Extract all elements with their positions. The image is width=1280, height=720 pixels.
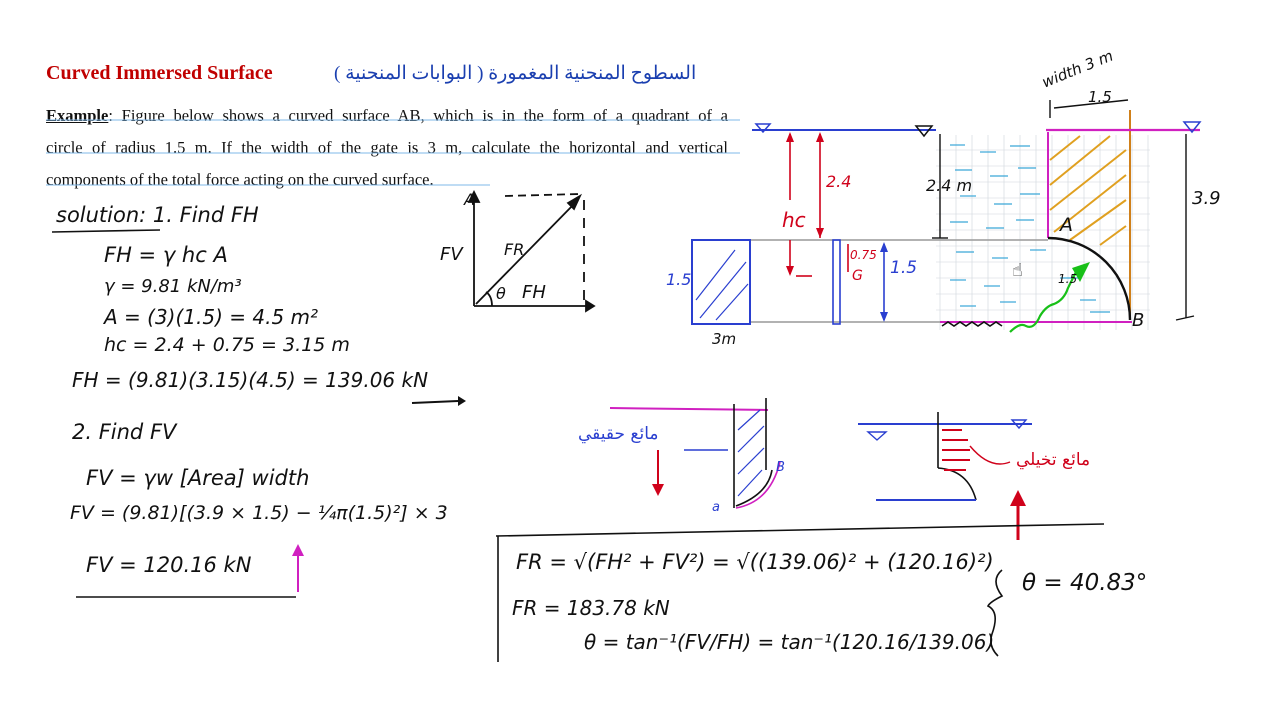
label-imaginary-fluid: مائع تخيلي — [1016, 450, 1091, 470]
label-point-b: B — [1132, 310, 1145, 331]
solution-underline — [52, 230, 160, 232]
eq-fh-formula: FH = γ hc A — [104, 243, 228, 267]
label-real-fluid: مائع حقيقي — [578, 424, 659, 444]
vector-label-fh: FH — [522, 282, 546, 303]
eq-fr-value: FR = 183.78 kN — [512, 596, 670, 620]
label-depth-24-red: 2.4 — [826, 172, 852, 191]
eq-hc: hc = 2.4 + 0.75 = 3.15 m — [104, 334, 350, 356]
label-point-a: A — [1060, 214, 1073, 236]
text-underlines — [46, 120, 740, 185]
eq-theta-formula: θ = tan⁻¹(FV/FH) = tan⁻¹(120.16/139.06) — [584, 630, 995, 654]
title-arabic: السطوح المنحنية المغمورة ( البوابات المنحنية ) — [334, 63, 697, 84]
mini-figure-real-fluid — [610, 398, 780, 508]
example-label: Example — [46, 106, 109, 125]
label-top-15: 1.5 — [1088, 88, 1112, 106]
eq-fh-value: FH = (9.81)(3.15)(4.5) = 139.06 kN — [72, 368, 429, 392]
resultant-box-top — [496, 524, 1104, 536]
label-g: G — [852, 268, 863, 284]
step-2-heading: 2. Find FV — [72, 420, 177, 444]
fv-up-arrow-head — [292, 544, 304, 556]
label-width-note: width 3 m — [1039, 46, 1116, 92]
main-figure — [692, 100, 1200, 332]
eq-fv-formula: FV = γw [Area] width — [86, 466, 310, 490]
vector-label-fv: FV — [440, 244, 463, 265]
solution-heading: solution: 1. Find FH — [56, 203, 259, 227]
mini-label-b: B — [776, 460, 785, 475]
eq-fv-substitution: FV = (9.81)[(3.9 × 1.5) − ¼π(1.5)²] × 3 — [70, 502, 448, 524]
label-hc: hc — [782, 208, 806, 232]
problem-line-1: : Figure below shows a curved surface AB, which is in the form of a quadrant of a — [108, 106, 728, 125]
problem-line-3: components of the total force acting on the curved surface. — [46, 170, 434, 189]
vector-label-a: A — [464, 190, 475, 209]
eq-area: A = (3)(1.5) = 4.5 m² — [104, 305, 319, 329]
mini-figure-imaginary-fluid — [858, 412, 1032, 540]
eq-fv-value: FV = 120.16 kN — [86, 553, 252, 577]
eq-theta-value: θ = 40.83° — [1022, 570, 1148, 596]
vector-label-theta: θ — [496, 284, 506, 303]
label-15-mid: 1.5 — [890, 258, 918, 278]
label-radius: 1.5 — [1058, 272, 1078, 286]
fh-arrow-head — [458, 396, 466, 406]
eq-gamma: γ = 9.81 kN/m³ — [104, 276, 242, 297]
vector-label-fr: FR — [504, 240, 525, 259]
label-depth-24: 2.4 m — [926, 176, 973, 195]
problem-line-2: circle of radius 1.5 m. If the width of the gate is 3 m, calculate the horizontal and vertical — [46, 138, 728, 157]
fh-direction-arrow — [412, 401, 458, 403]
mini-label-a: a — [712, 500, 720, 515]
svg-text:☝: ☝ — [1012, 260, 1023, 281]
label-total-depth: 3.9 — [1192, 188, 1221, 209]
title-english: Curved Immersed Surface — [46, 62, 273, 84]
label-width-3m: 3m — [712, 330, 737, 348]
label-075: 0.75 — [850, 248, 877, 262]
label-15-left: 1.5 — [666, 270, 692, 289]
eq-fr-formula: FR = √(FH² + FV²) = √((139.06)² + (120.16)²) — [516, 550, 994, 574]
